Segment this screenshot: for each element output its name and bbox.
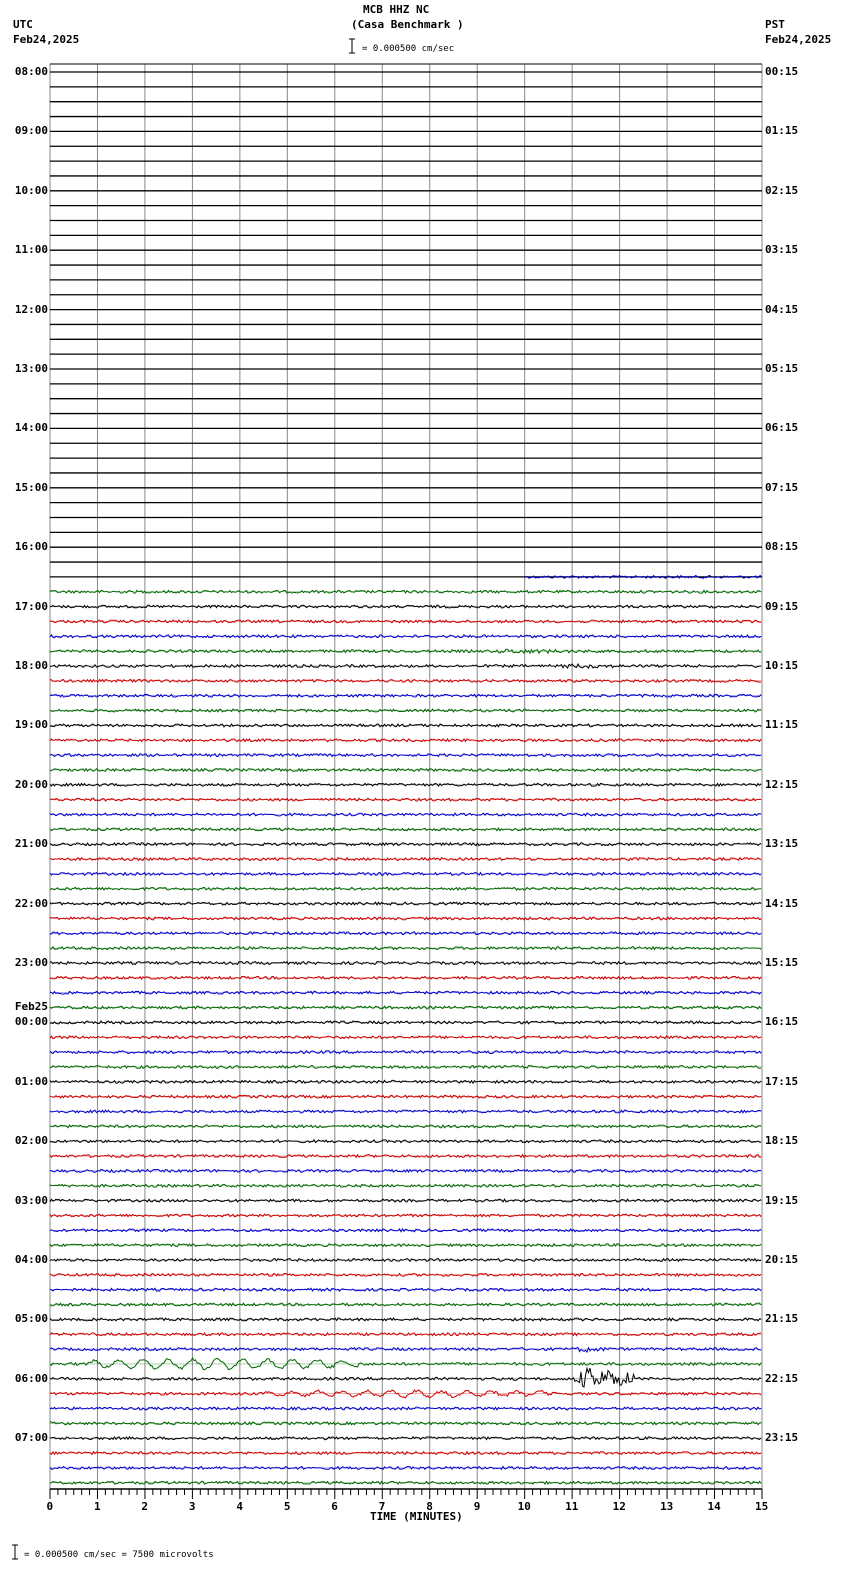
utc-hour-label: 23:00 [14, 956, 48, 969]
utc-hour-label: 19:00 [14, 718, 48, 732]
utc-hour-label: 14:00 [14, 421, 48, 435]
right-date: Feb24,2025 [765, 33, 832, 46]
utc-hour-label: 11:00 [14, 243, 48, 257]
site-name: (Casa Benchmark ) [351, 18, 464, 31]
utc-hour-label: 00:00 [14, 1015, 48, 1029]
pst-hour-label: 06:15 [765, 421, 799, 435]
x-tick-label: 10 [517, 1500, 531, 1513]
pst-hour-label: 23:15 [765, 1431, 799, 1445]
x-tick-label: 14 [707, 1500, 721, 1513]
pst-hour-label: 04:15 [765, 302, 799, 316]
trace [50, 991, 761, 994]
trace [50, 739, 761, 742]
utc-hour-label: 10:00 [14, 183, 48, 197]
pst-hour-label: 12:15 [765, 777, 799, 791]
pst-hour-label: 21:15 [765, 1312, 799, 1326]
utc-hour-label: 12:00 [14, 302, 48, 316]
right-timezone: PST [765, 18, 785, 31]
pst-hour-label: 03:15 [765, 243, 799, 257]
trace [50, 694, 761, 697]
station-title: MCB HHZ NC [363, 3, 430, 16]
utc-hour-label: 02:00 [14, 1134, 48, 1148]
utc-hour-label: 16:00 [14, 540, 48, 554]
pst-hour-label: 01:15 [765, 124, 799, 138]
trace [50, 1155, 761, 1158]
pst-hour-label: 20:15 [765, 1253, 799, 1266]
utc-hour-label: 09:00 [14, 124, 48, 138]
utc-hour-label: 13:00 [14, 362, 48, 375]
x-tick-label: 2 [141, 1500, 149, 1513]
utc-hour-label: 08:00 [14, 65, 48, 78]
x-tick-label: 0 [46, 1500, 54, 1513]
footer-scale: = 0.000500 cm/sec = 7500 microvolts [24, 1550, 214, 1560]
x-tick-label: 1 [93, 1500, 101, 1513]
x-tick-label: 3 [188, 1500, 196, 1513]
trace [50, 1274, 761, 1277]
utc-hour-label: 20:00 [14, 777, 48, 791]
x-tick-label: 13 [660, 1500, 674, 1513]
pst-hour-label: 07:15 [765, 480, 799, 494]
utc-hour-label: 07:00 [14, 1431, 48, 1445]
pst-hour-label: 11:15 [765, 718, 799, 732]
pst-hour-label: 08:15 [765, 540, 799, 554]
pst-hour-label: 19:15 [765, 1193, 799, 1207]
pst-hour-label: 09:15 [765, 599, 799, 613]
utc-hour-label: 22:00 [14, 896, 48, 910]
trace [50, 680, 761, 683]
x-tick-label: 12 [612, 1500, 626, 1513]
pst-hour-label: 22:15 [765, 1371, 799, 1385]
utc-hour-label: 18:00 [14, 659, 48, 672]
utc-hour-label: 15:00 [14, 480, 48, 494]
x-axis-label: TIME (MINUTES) [370, 1510, 463, 1523]
trace [50, 1481, 761, 1484]
utc-hour-label: 17:00 [14, 599, 48, 613]
pst-hour-label: 00:15 [765, 65, 799, 78]
pst-hour-label: 16:15 [765, 1015, 799, 1029]
pst-hour-label: 18:15 [765, 1134, 799, 1148]
x-tick-label: 6 [331, 1500, 338, 1513]
left-date: Feb24,2025 [13, 33, 80, 46]
pst-hour-label: 02:15 [765, 183, 799, 197]
x-tick-label: 5 [283, 1500, 291, 1513]
x-tick-label: 4 [236, 1500, 243, 1513]
left-timezone: UTC [13, 18, 33, 31]
pst-hour-label: 17:15 [765, 1074, 799, 1088]
x-tick-label: 8 [426, 1500, 433, 1513]
utc-hour-label: 01:00 [14, 1074, 48, 1088]
utc-hour-label: 21:00 [14, 837, 48, 851]
x-tick-label: 7 [378, 1500, 386, 1513]
utc-hour-label: 03:00 [14, 1193, 48, 1207]
pst-hour-label: 05:15 [765, 362, 799, 375]
pst-hour-label: 14:15 [765, 896, 799, 910]
trace [50, 813, 761, 816]
utc-hour-label: 04:00 [14, 1253, 48, 1266]
x-tick-label: 9 [473, 1500, 481, 1513]
x-tick-label: 15 [755, 1500, 769, 1513]
trace [50, 1368, 761, 1387]
x-tick-label: 11 [565, 1500, 579, 1513]
utc-hour-label: 05:00 [14, 1312, 48, 1326]
pst-hour-label: 15:15 [765, 956, 799, 969]
pst-hour-label: 10:15 [765, 659, 799, 672]
utc-hour-label: 06:00 [14, 1371, 48, 1385]
pst-hour-label: 13:15 [765, 837, 799, 851]
scale-legend: = 0.000500 cm/sec [362, 44, 455, 54]
trace [50, 1348, 761, 1353]
date-change-label: Feb25 [14, 1000, 48, 1014]
